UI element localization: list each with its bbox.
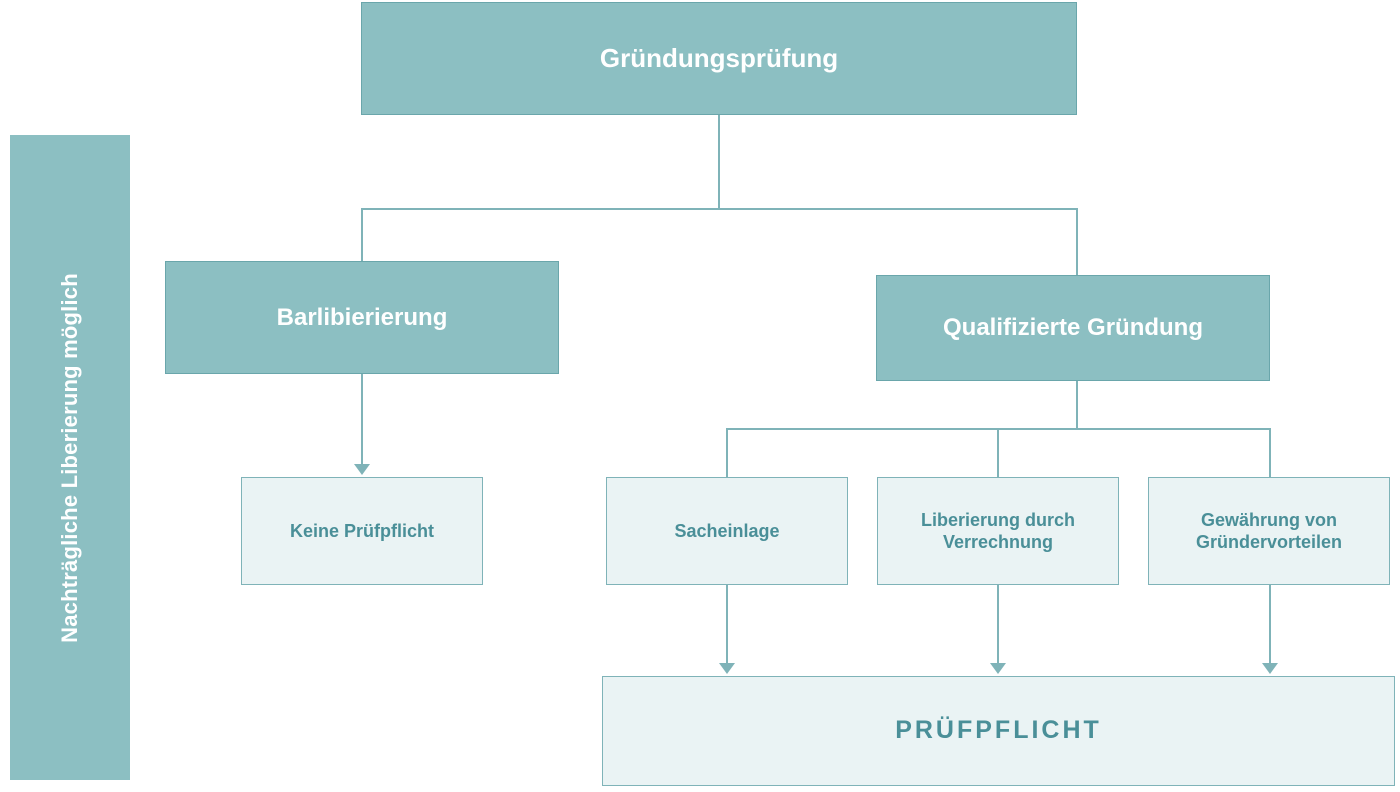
connector-to-liberierung-verrechnung — [997, 428, 999, 477]
node-qualifizierte-gruendung-label: Qualifizierte Gründung — [942, 314, 1203, 341]
node-pruefpflicht-label: PRÜFPFLICHT — [895, 716, 1102, 745]
connector-to-sacheinlage — [726, 428, 728, 477]
connector-to-barlibierierung — [361, 208, 363, 261]
connector-sacheinlage-to-pruefpflicht — [726, 585, 728, 665]
arrow-liberierung-to-pruefpflicht — [990, 663, 1006, 674]
node-qualifizierte-gruendung — [876, 275, 1270, 381]
node-keine-pruefpflicht-label: Keine Prüfpflicht — [289, 520, 434, 541]
node-gewaehrung-von-gruendervorteilen — [1148, 477, 1390, 585]
node-keine-pruefpflicht — [241, 477, 483, 585]
arrow-gewaehrung-to-pruefpflicht — [1262, 663, 1278, 674]
side-bar-label: Nachträgliche Liberierung möglich — [57, 272, 83, 643]
node-sacheinlage — [606, 477, 848, 585]
side-bar-nachtraegliche-liberierung — [10, 135, 130, 780]
node-pruefpflicht — [602, 676, 1395, 786]
connector-split-horizontal — [361, 208, 1078, 210]
arrow-to-keine-pruefpflicht — [354, 464, 370, 475]
node-liberierung-durch-verrechnung — [877, 477, 1119, 585]
node-gruendungspruefung — [361, 2, 1077, 115]
node-gewaehrung-von-gruendervorteilen-label: Gewährung von Gründervorteilen — [1195, 509, 1343, 552]
node-sacheinlage-label: Sacheinlage — [674, 520, 780, 541]
node-liberierung-durch-verrechnung-label: Liberierung durch Verrechnung — [920, 509, 1075, 552]
connector-to-gewaehrung — [1269, 428, 1271, 477]
connector-to-qualifizierte — [1076, 208, 1078, 275]
connector-root-down — [718, 115, 720, 209]
connector-barlibierierung-to-keine — [361, 374, 363, 466]
node-gruendungspruefung-label: Gründungsprüfung — [599, 43, 839, 74]
connector-gewaehrung-to-pruefpflicht — [1269, 585, 1271, 665]
node-barlibierierung — [165, 261, 559, 374]
node-barlibierierung-label: Barlibierierung — [276, 303, 448, 331]
connector-qualifizierte-down — [1076, 381, 1078, 429]
arrow-sacheinlage-to-pruefpflicht — [719, 663, 735, 674]
connector-liberierung-to-pruefpflicht — [997, 585, 999, 665]
